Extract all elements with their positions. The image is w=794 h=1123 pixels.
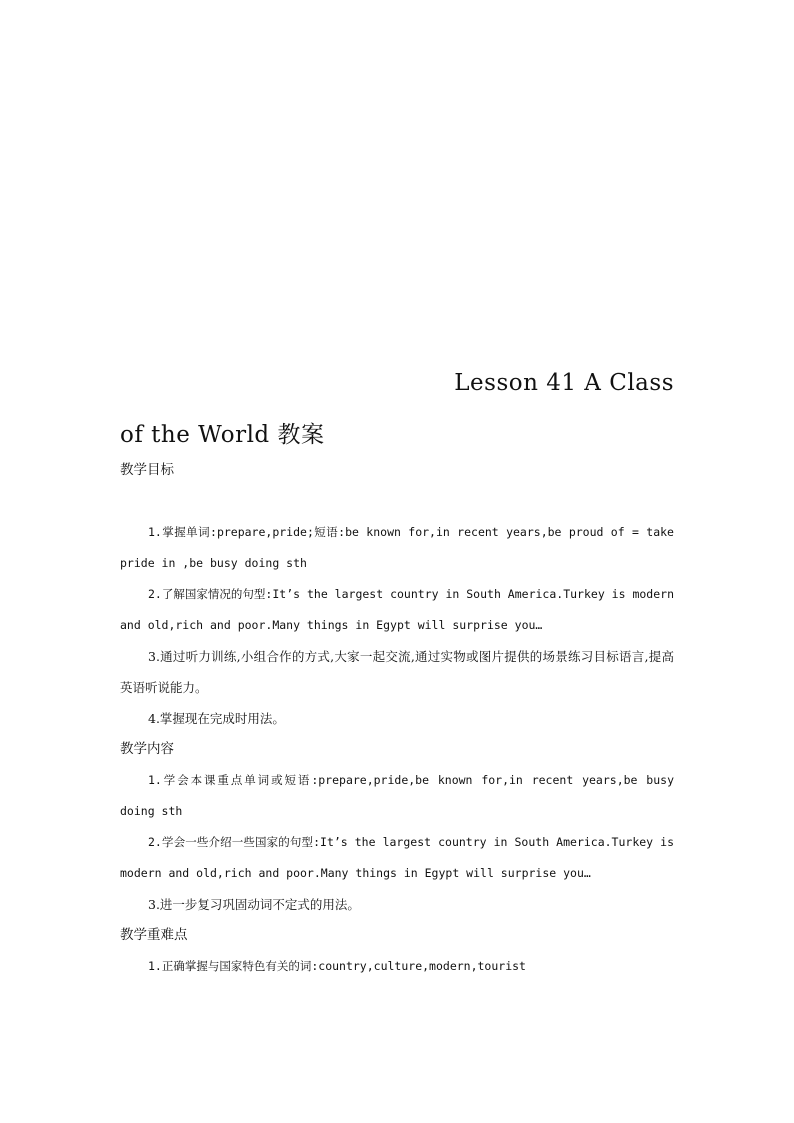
objective-item-1: 1.掌握单词:prepare,pride;短语:be known for,in recent years,be proud of = take pride in ,be busy doing sth — [120, 525, 674, 570]
document-title-line-2: of the World 教案 — [120, 422, 325, 448]
content-item-2: 2.学会一些介绍一些国家的句型:It’s the largest country in South America.Turkey is modern and old,rich and poor.Many things in Egypt will surprise you… — [120, 835, 674, 880]
document-body — [120, 455, 674, 982]
document-title-line-1: Lesson 41 A Class — [454, 370, 674, 396]
section-heading-objectives: 教学目标 — [120, 462, 174, 478]
key-point-item-1: 1.正确掌握与国家特色有关的词:country,culture,modern,tourist — [148, 959, 526, 973]
section-heading-key-points: 教学重难点 — [120, 927, 188, 943]
objective-item-4: 4.掌握现在完成时用法。 — [148, 711, 285, 726]
content-item-1: 1.学会本课重点单词或短语:prepare,pride,be known for,in recent years,be busy doing sth — [120, 773, 674, 818]
objective-item-2: 2.了解国家情况的句型:It’s the largest country in South America.Turkey is modern and old,rich and poor.Many things in Egypt will surprise you… — [120, 587, 674, 632]
objective-item-3: 3.通过听力训练,小组合作的方式,大家一起交流,通过实物或图片提供的场景练习目标语言,提高英语听说能力。 — [120, 649, 674, 695]
content-item-3: 3.进一步复习巩固动词不定式的用法。 — [148, 897, 360, 912]
section-heading-content: 教学内容 — [120, 741, 174, 757]
